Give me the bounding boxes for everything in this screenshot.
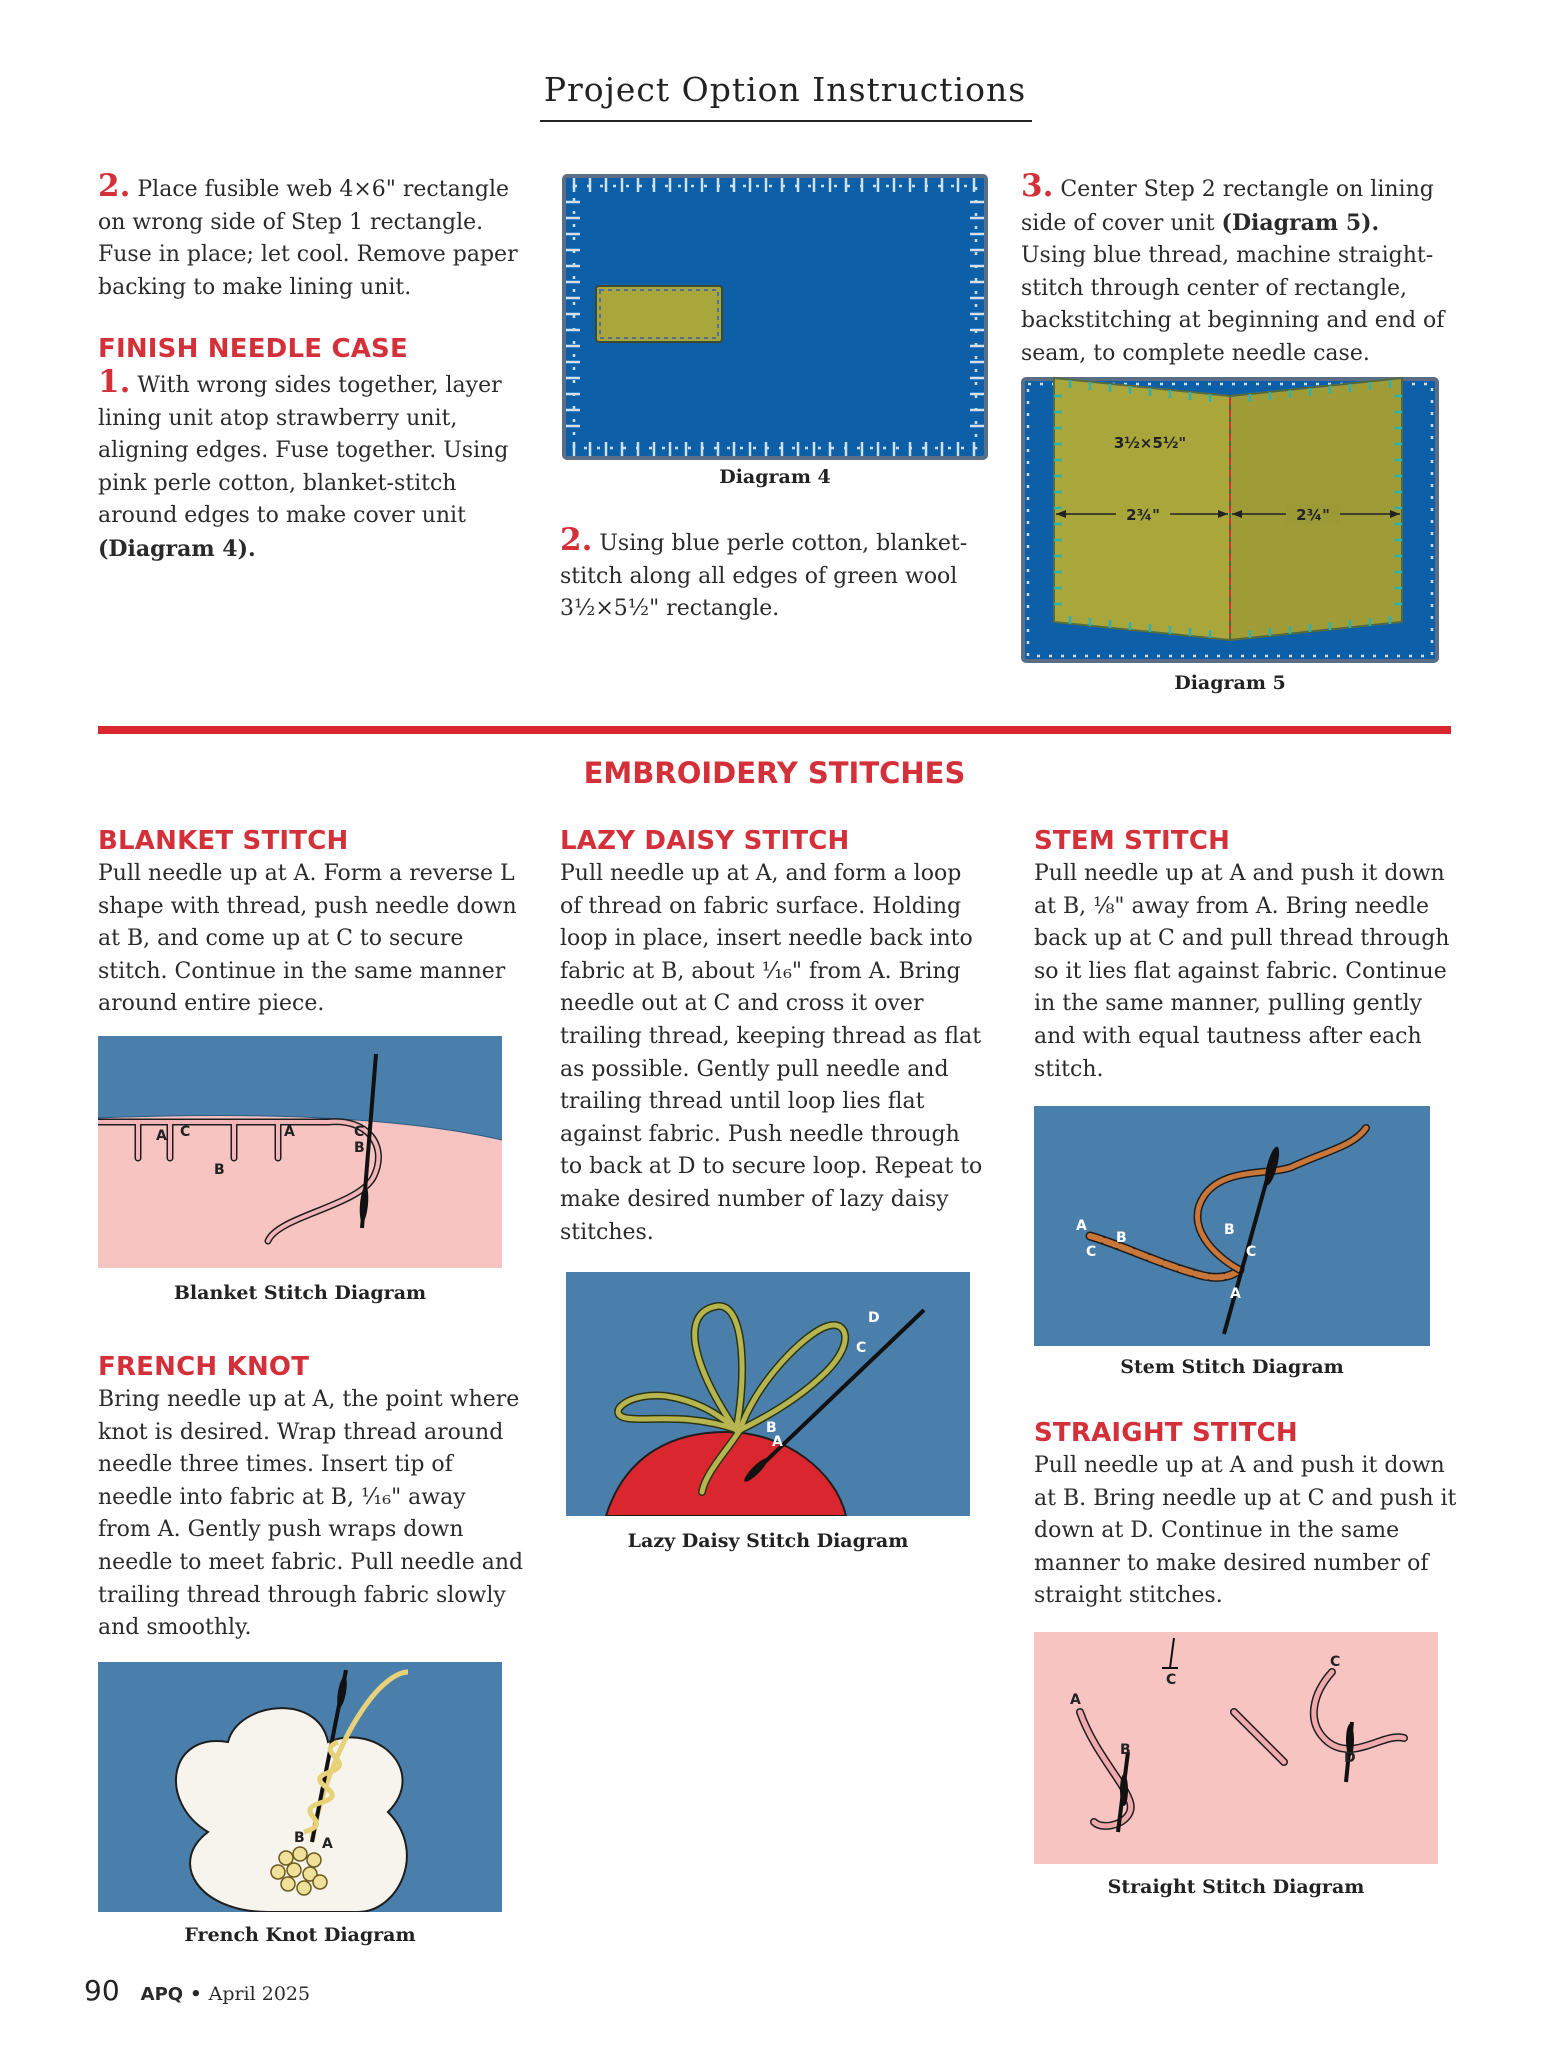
lazy-daisy-diagram (566, 1272, 970, 1516)
lazy-daisy-caption: Lazy Daisy Stitch Diagram (627, 1530, 909, 1552)
label-c: C (856, 1340, 867, 1356)
label-a: A (772, 1434, 783, 1450)
diagram-4-caption: Diagram 4 (719, 466, 831, 488)
label-d: D (868, 1310, 880, 1326)
step-number: 3. (1021, 168, 1054, 204)
blanket-stitch-heading: BLANKET STITCH (98, 826, 349, 856)
straight-stitch-heading: STRAIGHT STITCH (1034, 1418, 1298, 1448)
diagram-4-figure (560, 172, 990, 462)
step-text-continued: Using blue thread, machine straight-stitch through center of rectangle, backstitching at beginning and end of seam, to complete needle case. (1021, 243, 1445, 366)
header-rule (540, 120, 1032, 122)
dimension-left-label: 2¾" (1126, 506, 1160, 524)
issue-date: April 2025 (208, 1983, 311, 2005)
label-c: C (1166, 1672, 1177, 1688)
blanket-stitch-diagram (98, 1036, 502, 1268)
straight-stitch-text: Pull needle up at A and push it down at B. Bring needle up at C and push it down at D. Continue in the same manner to make desired number of straight stitches. (1034, 1453, 1457, 1609)
label-c-2: C (354, 1124, 365, 1140)
dimension-right-label: 2¾" (1296, 506, 1330, 524)
page-footer (84, 1974, 310, 2007)
finish-needle-case-heading: FINISH NEEDLE CASE (98, 334, 408, 364)
embroidery-stitches-heading: EMBROIDERY STITCHES (583, 756, 966, 790)
label-b: B (214, 1162, 225, 1178)
label-a: A (156, 1128, 167, 1144)
diagram-ref: (Diagram 5). (1221, 209, 1380, 236)
blanket-stitch-caption: Blanket Stitch Diagram (173, 1282, 427, 1304)
stem-stitch-caption: Stem Stitch Diagram (1120, 1356, 1344, 1378)
french-knot-caption: French Knot Diagram (184, 1924, 416, 1946)
label-b-2: B (1224, 1222, 1235, 1238)
diagram-5-caption: Diagram 5 (1174, 672, 1286, 694)
label-a: A (1070, 1692, 1081, 1708)
straight-stitch-diagram (1034, 1632, 1438, 1864)
label-c-2: C (1246, 1244, 1257, 1260)
step-number: 2. (98, 168, 131, 204)
lazy-daisy-text: Pull needle up at A, and form a loop of thread on fabric surface. Holding loop in place, insert needle back into fabric at B, about ⅟₁₆" from A. Bring needle out at C and cross it over trailing thread, keeping thread as flat as possible. Gently pull needle and trailing thread until loop lies flat against fabric. Push needle through to back at D to secure loop. Repeat to make desired number of lazy daisy stitches. (560, 861, 983, 1245)
stem-stitch-diagram (1034, 1106, 1430, 1346)
label-b: B (1116, 1230, 1127, 1246)
label-a: A (322, 1836, 333, 1852)
stem-stitch-heading: STEM STITCH (1034, 826, 1231, 856)
french-knot-text: Bring needle up at A, the point where knot is desired. Wrap thread around needle three times. Insert tip of needle into fabric at B, ⅟₁₆" away from A. Gently push wraps down needle to meet fabric. Pull needle and trailing thread through fabric slowly and smoothly. (98, 1387, 524, 1641)
step-number: 2. (560, 522, 593, 558)
french-knot-diagram (98, 1662, 502, 1912)
label-a-2: A (1230, 1286, 1241, 1302)
label-b: B (294, 1830, 305, 1846)
stem-stitch-text: Pull needle up at A and push it down at B, ⅛" away from A. Bring needle back up at C and pull thread through so it lies flat against fabric. Continue in the same manner, pulling gently and with equal tautness after each stitch. (1034, 861, 1450, 1082)
step-text: Center Step 2 rectangle on lining side of cover unit (1021, 177, 1434, 236)
dimension-size-label: 3½×5½" (1113, 434, 1187, 452)
col3-step3 (1021, 170, 1451, 371)
label-c-2: C (1330, 1654, 1341, 1670)
label-a: A (1076, 1218, 1087, 1234)
diagram-5-figure (1020, 376, 1440, 666)
footer-separator: • (190, 1984, 202, 2005)
blanket-stitch-text: Pull needle up at A. Form a reverse L shape with thread, push needle down at B, and come up at C to secure stitch. Continue in the same manner around entire piece. (98, 861, 517, 1017)
step-number: 1. (98, 364, 131, 400)
step-text: Using blue perle cotton, blanket-stitch along all edges of green wool 3½×5½" rectangle. (560, 531, 968, 622)
label-c: C (180, 1124, 191, 1140)
lazy-daisy-heading: LAZY DAISY STITCH (560, 826, 850, 856)
step-text: With wrong sides together, layer lining unit atop strawberry unit, aligning edges. Fuse together. Using pink perle cotton, blanket-stitch around edges to make cover unit (98, 373, 509, 529)
label-c: C (1086, 1244, 1097, 1260)
step-text: Place fusible web 4×6" rectangle on wrong side of Step 1 rectangle. Fuse in place; let cool. Remove paper backing to make lining unit. (98, 177, 518, 300)
magazine-name: APQ (140, 1984, 184, 2005)
label-b: B (766, 1420, 777, 1436)
col2-step2 (560, 524, 980, 626)
col1-step1 (98, 366, 518, 567)
col1-step2 (98, 170, 518, 304)
label-d: D (1344, 1750, 1356, 1766)
section-divider (98, 726, 1451, 734)
label-b: B (1120, 1742, 1131, 1758)
page-number: 90 (84, 1974, 120, 2007)
french-knot-heading: FRENCH KNOT (98, 1352, 310, 1382)
straight-stitch-caption: Straight Stitch Diagram (1107, 1876, 1365, 1898)
page-header-title: Project Option Instructions (543, 70, 1027, 109)
diagram-ref: (Diagram 4). (98, 535, 256, 562)
label-b-2: B (354, 1140, 365, 1156)
label-a-2: A (284, 1124, 295, 1140)
